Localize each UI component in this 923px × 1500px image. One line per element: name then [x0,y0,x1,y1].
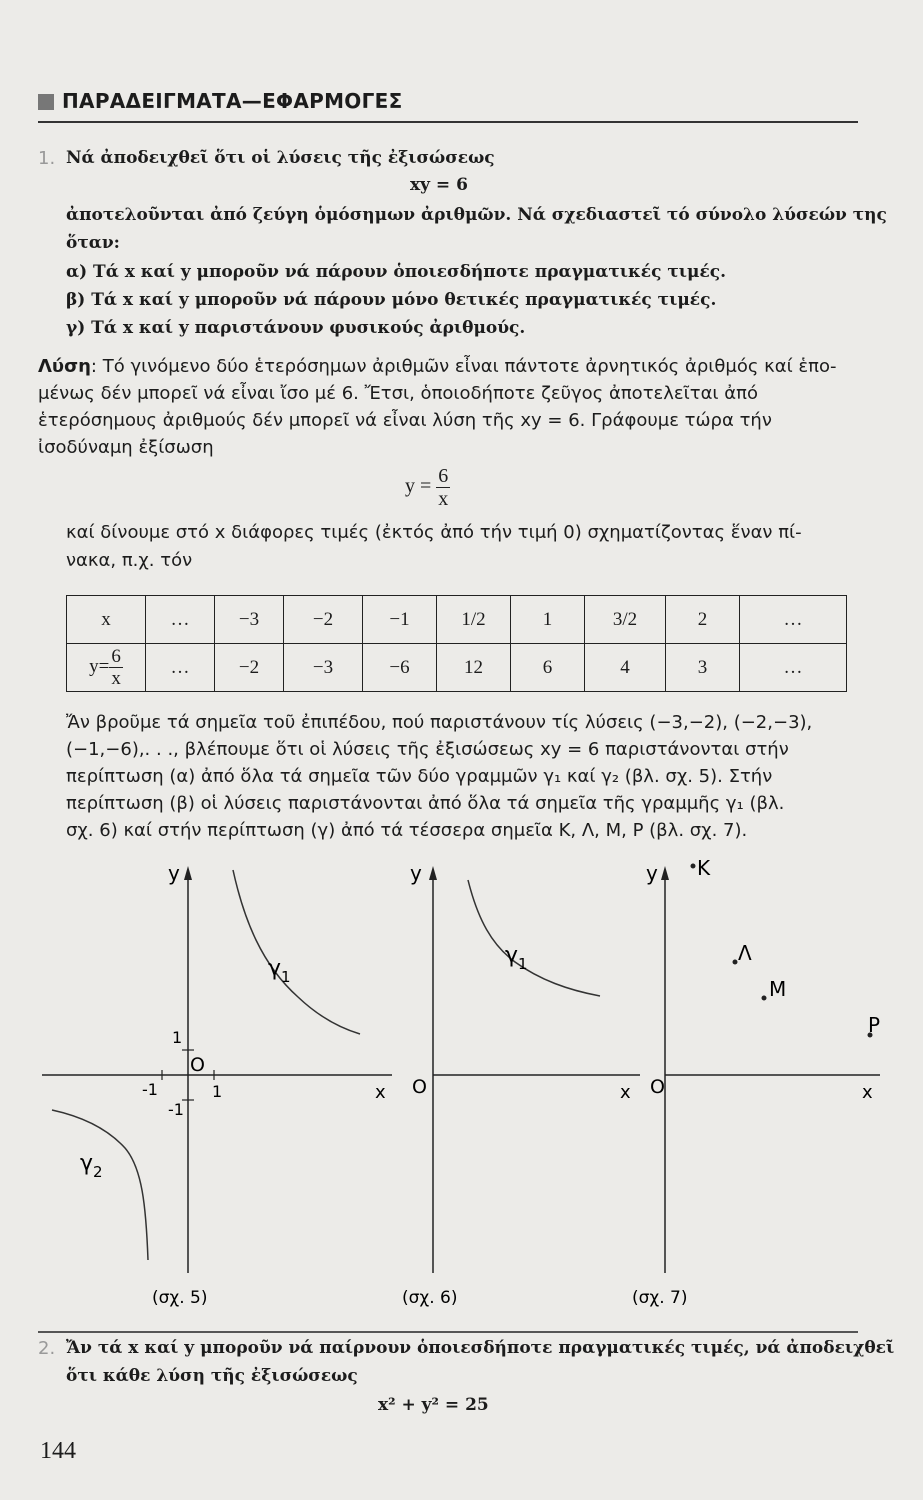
exercise-2-rule [38,1331,858,1333]
table-cell: −2 [284,596,363,644]
exercise-1-number: 1. [38,148,56,169]
table-y-denominator: x [111,668,121,689]
fig5-x-label: x [375,1082,386,1103]
solution-line-6: νακα, π.χ. τόν [66,550,193,571]
fig7-x-label: x [862,1082,873,1103]
fig7-label-lambda: Λ [738,941,752,965]
table-cell: −3 [284,644,363,692]
fig5-label-gamma2: $\gamma_2$ [80,1151,103,1181]
exercise-1-case-b: β) Τά x καί y μποροῦν νά πάρουν μόνο θετικές πραγματικές τιμές. [66,290,717,310]
fig6-label-gamma1: $\gamma_1$ [505,943,528,973]
after-table-line-2: (−1,−6),. . ., βλέπουμε ὅτι οἱ λύσεις τῆς ἐξισώσεως xy = 6 παριστάνονται στήν [66,739,789,760]
solution-line-3: ἑτερόσημους ἀριθμούς δέν μπορεῖ νά εἶναι λύση τῆς xy = 6. Γράφουμε τώρα τήν [38,410,772,431]
fig5-origin: O [190,1054,205,1076]
after-table-line-1: Ἄν βροῦμε τά σημεῖα τοῦ ἐπιπέδου, πού παριστάνουν τίς λύσεις (−3,−2), (−2,−3), [66,712,813,733]
solution-line-4: ἰσοδύναμη ἐξίσωση [38,437,214,458]
table-cell: −1 [363,596,437,644]
table-cell: 2 [666,596,740,644]
section-heading: ΠΑΡΑΔΕΙΓΜΑΤΑ—ΕΦΑΡΜΟΓΕΣ [62,89,403,113]
fig6-x-label: x [620,1082,631,1103]
fig5-y-label: y [168,861,180,885]
table-cell: … [740,596,847,644]
table-row-x [67,596,847,644]
equation-denominator: x [438,488,449,510]
exercise-1-case-a: α) Τά x καί y μποροῦν νά πάρουν ὁποιεσδήποτε πραγματικές τιμές. [66,262,727,282]
fig5-tick-label-x-pos: 1 [212,1082,223,1101]
table-cell: −3 [215,596,284,644]
fig7-label-p: P [868,1013,881,1037]
page-number: 144 [40,1438,76,1464]
heading-rule [38,121,858,123]
table-cell: 1/2 [437,596,511,644]
exercise-2-line-1: Ἄν τά x καί y μποροῦν νά παίρνουν ὁποιεσδήποτε πραγματικές τιμές, νά ἀποδειχθεῖ [66,1338,895,1358]
fig5-tick-label-x-neg: -1 [142,1080,158,1099]
fig7-origin: O [650,1076,665,1098]
table-cell: … [740,644,847,692]
table-cell: 3/2 [585,596,666,644]
table-cell: … [146,596,215,644]
table-cell: 1 [511,596,585,644]
fig5-curve-gamma2 [52,1110,148,1260]
fig7-caption: (σχ. 7) [632,1288,688,1308]
fig7-point-m [762,996,767,1001]
table-y-numerator: 6 [111,646,121,667]
exercise-1-line-1: Νά ἀποδειχθεῖ ὅτι οἱ λύσεις τῆς ἐξισώσεως [66,148,495,168]
fig6-curve-gamma1 [468,880,600,996]
exercise-1-line-2: ἀποτελοῦνται ἀπό ζεύγη ὁμόσημων ἀριθμῶν. Νά σχεδιαστεῖ τό σύνολο λύσεών της [66,205,887,225]
fig5-y-arrow [184,866,192,880]
figure-6 [402,861,640,1308]
fig7-point-k [691,864,696,869]
fig7-y-arrow [661,866,669,880]
fig6-y-label: y [410,861,422,885]
table-header-x: x [67,596,146,644]
solution-line-2: μένως δέν μπορεῖ νά εἶναι ἴσο μέ 6. Ἔτσι, ὁποιοδήποτε ζεῦγος ἀποτελεῖται ἀπό [38,383,758,404]
table-cell: 12 [437,644,511,692]
solution-label: Λύση [38,356,91,377]
fig7-point-lambda [733,960,738,965]
figure-5 [42,861,392,1308]
fig5-tick-label-y-neg: -1 [168,1100,184,1119]
fig5-caption: (σχ. 5) [152,1288,208,1308]
fig7-y-label: y [646,861,658,885]
table-cell: 3 [666,644,740,692]
table-cell: … [146,644,215,692]
solution-line-1: : Τό γινόμενο δύο ἑτερόσημων ἀριθμῶν εἶναι πάντοτε ἀρνητικός ἀριθμός καί ἑπο- [90,356,837,377]
equation-numerator: 6 [438,465,449,487]
fig5-curve-gamma1 [233,870,360,1034]
table-cell: −6 [363,644,437,692]
values-table [66,595,847,692]
after-table-line-3: περίπτωση (α) ἀπό ὅλα τά σημεῖα τῶν δύο γραμμῶν γ₁ καί γ₂ (βλ. σχ. 5). Στήν [66,766,773,787]
fig6-y-arrow [429,866,437,880]
figures [0,850,923,1320]
exercise-2-line-2: ὅτι κάθε λύση τῆς ἐξισώσεως [66,1366,358,1386]
exercise-2-number: 2. [38,1338,56,1359]
fig5-label-gamma1: $\gamma_1$ [268,956,291,986]
exercise-1-line-3: ὅταν: [66,233,120,253]
after-table-line-5: σχ. 6) καί στήν περίπτωση (γ) ἀπό τά τέσσερα σημεῖα K, Λ, M, P (βλ. σχ. 7). [66,820,748,841]
fig5-tick-label-y-pos: 1 [172,1028,183,1047]
figure-7 [632,856,880,1308]
fig7-label-k: K [697,856,711,880]
exercise-2-equation: x² + y² = 25 [378,1395,489,1415]
table-row-y [67,644,847,692]
table-cell: 6 [511,644,585,692]
table-cell: 4 [585,644,666,692]
table-header-y [67,644,146,692]
fig7-label-m: M [769,977,787,1001]
exercise-1-equation: xy = 6 [410,175,468,195]
heading-marker [38,94,54,110]
table-cell: −2 [215,644,284,692]
solution-line-5: καί δίνουμε στό x διάφορες τιμές (ἐκτός ἀπό τήν τιμή 0) σχηματίζοντας ἕναν πί- [66,522,802,543]
equation-lhs: y = [405,475,432,498]
solution-text-1 [38,356,836,377]
exercise-1-case-c: γ) Τά x καί y παριστάνουν φυσικούς ἀριθμούς. [66,318,526,338]
fig6-origin: O [412,1076,427,1098]
solution-equation [405,466,450,509]
after-table-line-4: περίπτωση (β) οἱ λύσεις παριστάνονται ἀπό ὅλα τά σημεῖα τῆς γραμμῆς γ₁ (βλ. [66,793,785,814]
fig6-caption: (σχ. 6) [402,1288,458,1308]
table-y-lhs: y= [89,655,110,677]
